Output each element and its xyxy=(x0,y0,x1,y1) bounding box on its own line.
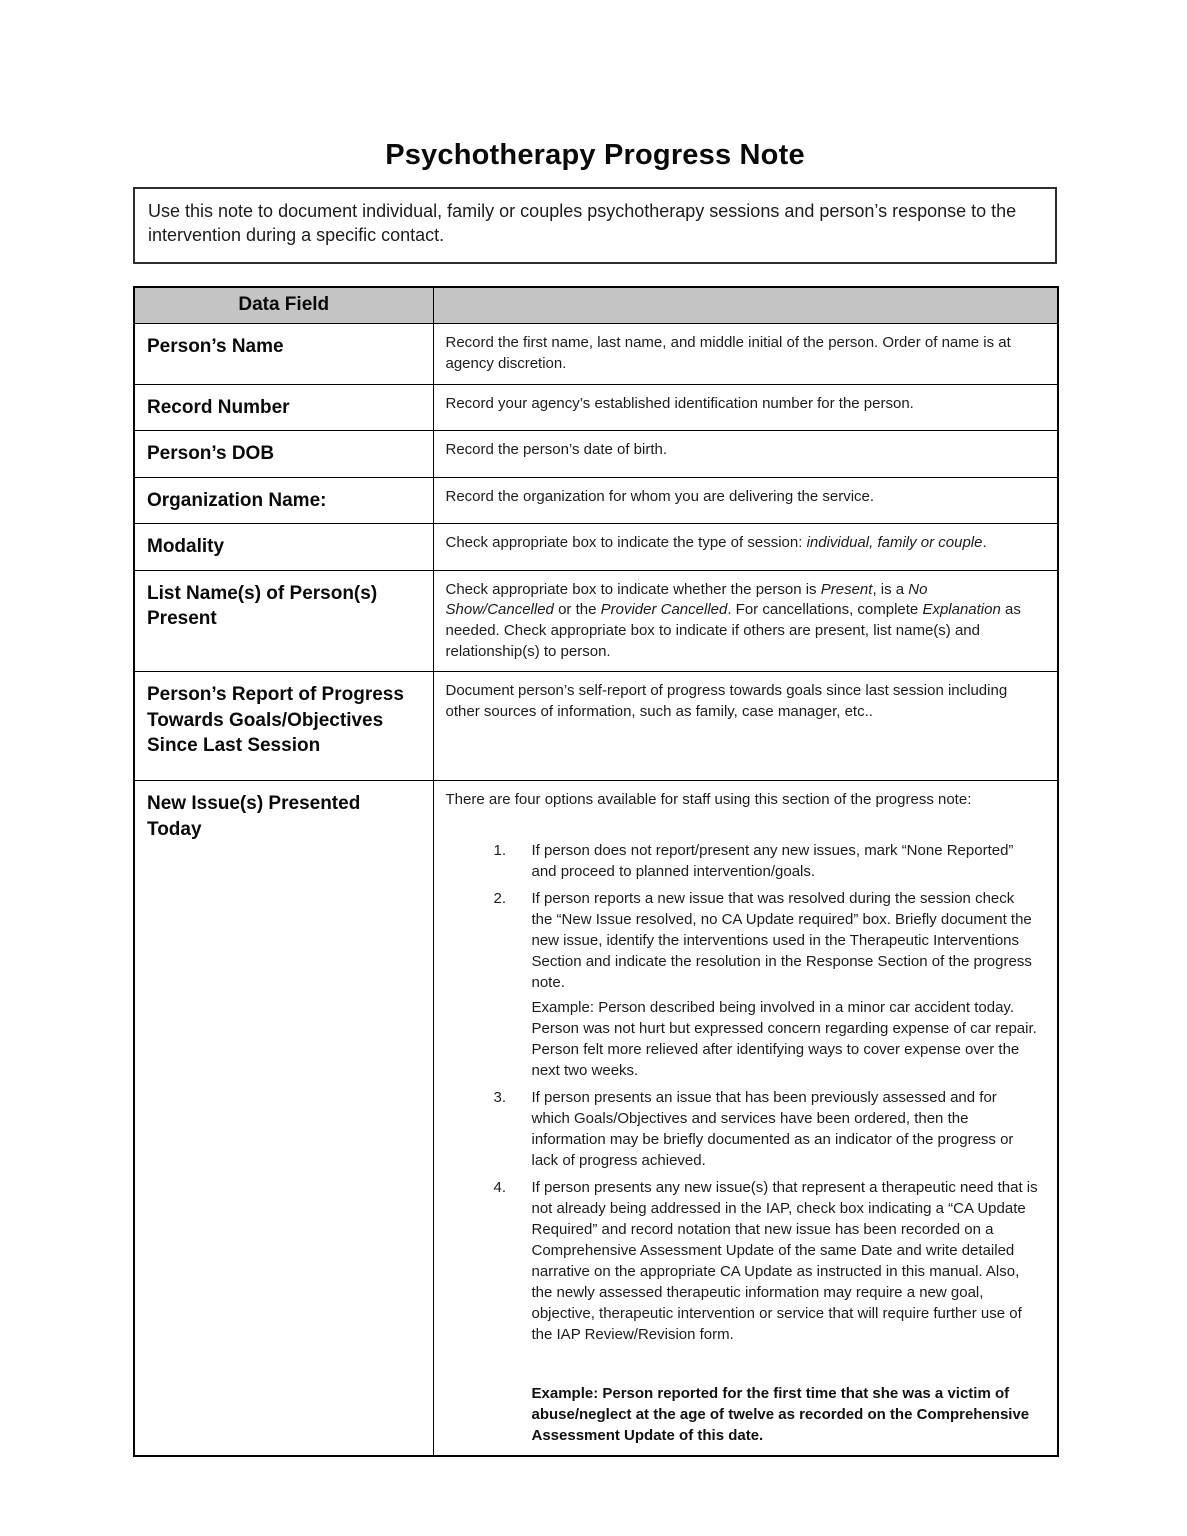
options-list xyxy=(494,840,1040,1345)
field-description xyxy=(446,333,1040,374)
header-cell-data-field: Data Field xyxy=(134,287,433,324)
options-list-item xyxy=(494,840,1040,882)
description-segment: , is a xyxy=(872,580,909,598)
field-description-cell xyxy=(433,672,1058,781)
field-description xyxy=(446,681,1040,722)
table-row xyxy=(134,781,1058,1456)
field-description xyxy=(446,394,1040,415)
description-segment: Check appropriate box to indicate the type of session: xyxy=(445,534,807,552)
header-cell-description xyxy=(433,287,1058,324)
options-list-item xyxy=(494,1177,1040,1345)
table-row xyxy=(134,524,1058,570)
field-label: Person’s Report of Progress Towards Goals/Objectives Since Last Session xyxy=(134,672,433,781)
description-segment: as needed. Check appropriate box to indicate if others are present, list name(s) and relationship(s) to person. xyxy=(445,601,1021,660)
intro-box xyxy=(133,187,1057,264)
options-list-item xyxy=(494,1087,1040,1171)
field-description xyxy=(446,487,1040,508)
field-label: Record Number xyxy=(134,384,433,430)
field-description-cell xyxy=(433,477,1058,523)
list-item-example: Example: Person described being involved in a minor car accident today. Person was not hurt but expressed concern regarding expense of car repair. Person felt more relieved after identifying ways to cover expense over the next two weeks. xyxy=(531,999,1037,1079)
field-label: Modality xyxy=(134,524,433,570)
description-italic-segment: No Show/Cancelled xyxy=(445,580,928,619)
description-segment: Document person’s self-report of progress towards goals since last session including other sources of information, such as family, case manager, etc.. xyxy=(445,682,1008,720)
field-label: Organization Name: xyxy=(134,477,433,523)
field-description xyxy=(446,533,1040,554)
table-row xyxy=(134,570,1058,672)
table-row xyxy=(134,477,1058,523)
table-body xyxy=(134,324,1058,1456)
table-row xyxy=(134,384,1058,430)
table-row xyxy=(134,672,1058,781)
field-label: List Name(s) of Person(s) Present xyxy=(134,570,433,672)
description-segment: . For cancellations, complete xyxy=(727,601,923,619)
description-segment: Record the first name, last name, and middle initial of the person. Order of name is at agency discretion. xyxy=(445,334,1011,373)
options-list-item xyxy=(494,888,1040,1081)
field-label: New Issue(s) Presented Today xyxy=(134,781,433,1456)
table-row xyxy=(134,324,1058,384)
field-description-cell xyxy=(433,570,1058,672)
list-item-text: If person does not report/present any new issues, mark “None Reported” and proceed to planned intervention/goals. xyxy=(531,842,1014,880)
field-description xyxy=(446,440,1040,461)
list-item-text: If person reports a new issue that was resolved during the session check the “New Issue resolved, no CA Update required” box. Briefly document the new issue, identify the interventions used in the Therapeutic Interventions Section and indicate the resolution in the Response Section of the progress note. xyxy=(531,890,1032,991)
description-segment: . xyxy=(982,534,987,552)
table-row xyxy=(134,431,1058,477)
field-description-cell xyxy=(433,324,1058,384)
field-description xyxy=(446,580,1040,663)
description-segment: Check appropriate box to indicate whether the person is xyxy=(445,580,821,598)
data-field-table xyxy=(133,286,1059,1457)
description-italic-segment: Provider Cancelled xyxy=(600,601,728,619)
description-italic-segment: individual, family or couple xyxy=(806,534,983,552)
description-segment: Record your agency’s established identification number for the person. xyxy=(445,394,914,412)
description-italic-segment: Explanation xyxy=(922,601,1001,619)
document-content xyxy=(133,0,1057,1457)
table-header-row xyxy=(134,287,1058,324)
field-description-cell xyxy=(433,384,1058,430)
page-title: Psychotherapy Progress Note xyxy=(385,139,805,171)
field-label: Person’s Name xyxy=(134,324,433,384)
field-description-cell xyxy=(433,431,1058,477)
field-description-cell xyxy=(433,781,1058,1456)
description-segment: Record the organization for whom you are delivering the service. xyxy=(445,487,875,505)
description-italic-segment: Present xyxy=(820,580,873,598)
field-label: Person’s DOB xyxy=(134,431,433,477)
intro-text: Use this note to document individual, family or couples psychotherapy sessions and person’s response to the intervention during a specific contact. xyxy=(148,201,1017,245)
description-segment: Record the person’s date of birth. xyxy=(445,441,668,459)
field-description xyxy=(446,790,1040,811)
list-item-text: If person presents an issue that has been previously assessed and for which Goals/Objectives and services have been ordered, then the information may be briefly documented as an indicator of the progress or lack of progress achieved. xyxy=(531,1089,1014,1169)
bold-example-paragraph: Example: Person reported for the first time that she was a victim of abuse/neglect at the age of twelve as recorded on the Comprehensive Assessment Update of this date. xyxy=(531,1385,1030,1444)
list-item-text: If person presents any new issue(s) that represent a therapeutic need that is not already being addressed in the IAP, check box indicating a “CA Update Required” and record notation that new issue has been recorded on a Comprehensive Assessment Update of the same Date and write detailed narrative on the appropriate CA Update as instructed in this manual. Also, the newly assessed therapeutic information may require a new goal, objective, therapeutic intervention or service that will require further use of the IAP Review/Revision form. xyxy=(531,1179,1038,1343)
field-description-cell xyxy=(433,524,1058,570)
description-segment: or the xyxy=(553,601,601,619)
description-segment: There are four options available for staff using this section of the progress note: xyxy=(445,791,972,809)
